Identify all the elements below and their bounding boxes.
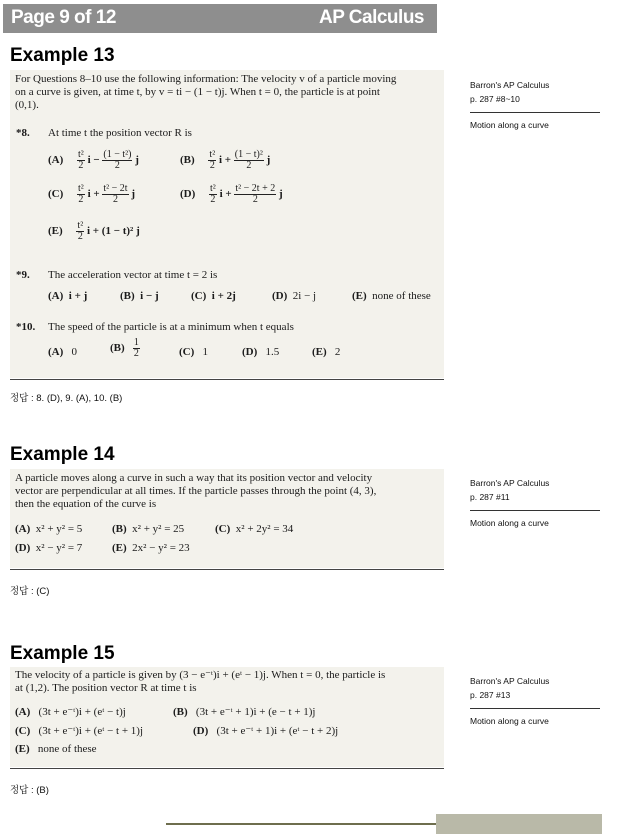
q9-option-e: (E) none of these <box>352 290 431 302</box>
page-header <box>3 4 437 33</box>
topic-label: Motion along a curve <box>470 120 549 130</box>
q9-option-c: (C) i + 2j <box>191 290 236 302</box>
q10-option-c: (C) 1 <box>179 346 209 358</box>
intro-line-3: (0,1). <box>15 99 39 111</box>
divider <box>470 112 600 113</box>
q9-option-d: (D) 2i − j <box>272 290 317 302</box>
q14-option-b: (B) x² + y² = 25 <box>112 523 185 535</box>
intro-line-3: then the equation of the curve is <box>15 498 157 510</box>
example-13-problem <box>10 70 444 378</box>
question-9-number: *9. <box>16 269 30 281</box>
source-page: p. 287 #8~10 <box>470 94 520 104</box>
divider <box>10 569 444 570</box>
q10-option-d: (D) 1.5 <box>242 346 280 358</box>
answer-14: 정답 : (C) <box>10 586 50 597</box>
q9-option-b: (B) i − j <box>120 290 159 302</box>
source-page: p. 287 #11 <box>470 492 510 502</box>
source-note-13 <box>470 78 600 132</box>
divider <box>470 708 600 709</box>
intro-line-1: For Questions 8–10 use the following information: The velocity v of a particle moving <box>15 73 397 85</box>
page-number: Page 9 of 12 <box>11 7 116 28</box>
question-9-text: The acceleration vector at time t = 2 is <box>48 269 218 281</box>
q15-option-a: (A) (3t + e⁻ᵗ)i + (eᵗ − t)j <box>15 706 126 718</box>
example-14-title: Example 14 <box>10 444 115 465</box>
q15-option-d: (D) (3t + e⁻ᵗ + 1)i + (eᵗ − t + 2)j <box>193 725 339 737</box>
document-title: AP Calculus <box>318 7 424 28</box>
example-14-problem <box>10 469 444 568</box>
topic-label: Motion along a curve <box>470 716 549 726</box>
q14-option-a: (A) x² + y² = 5 <box>15 523 83 535</box>
footer-bar <box>436 814 602 834</box>
divider <box>470 510 600 511</box>
source-book: Barron's AP Calculus <box>470 478 550 488</box>
q14-option-c: (C) x² + 2y² = 34 <box>215 523 294 535</box>
question-8-text: At time t the position vector R is <box>48 127 192 139</box>
answer-15: 정답 : (B) <box>10 785 49 796</box>
example-15-title: Example 15 <box>10 643 115 664</box>
q9-option-a: (A) i + j <box>48 290 88 302</box>
divider <box>10 379 444 380</box>
question-10-number: *10. <box>16 321 36 333</box>
q10-option-b: (B) $\frac{1}{2}$ <box>110 337 139 359</box>
q15-option-c: (C) (3t + e⁻ᵗ)i + (eᵗ − t + 1)j <box>15 725 144 737</box>
intro-line-2: vector are perpendicular at all times. If the particle passes through the point (4, 3), <box>15 485 377 497</box>
q8-option-d: (D) $\frac{\text{t²}}{2}$ i + $\frac{\text{t² − 2t + 2}}{2}$ j <box>180 183 283 205</box>
q10-option-e: (E) 2 <box>312 346 341 358</box>
q8-option-c: (C) $\frac{\text{t²}}{2}$ i + $\frac{\text{t² − 2t}}{2}$ j <box>48 183 136 205</box>
question-8-number: *8. <box>16 127 30 139</box>
q10-option-a: (A) 0 <box>48 346 78 358</box>
source-book: Barron's AP Calculus <box>470 80 550 90</box>
q14-option-d: (D) x² − y² = 7 <box>15 542 83 554</box>
topic-label: Motion along a curve <box>470 518 549 528</box>
intro-line-2: on a curve is given, at time t, by v = ti − (1 − t)j. When t = 0, the particle is at point <box>15 86 380 98</box>
source-note-15 <box>470 674 600 728</box>
divider <box>10 768 444 769</box>
source-book: Barron's AP Calculus <box>470 676 550 686</box>
answer-13: 정답 : 8. (D), 9. (A), 10. (B) <box>10 393 123 404</box>
example-13-title: Example 13 <box>10 45 115 66</box>
intro-line-1: The velocity of a particle is given by (3 − e⁻ᵗ)i + (eᵗ − 1)j. When t = 0, the particle is <box>15 669 386 681</box>
q8-option-a: (A) $\frac{\text{t²}}{2}$ i − $\frac{\text{(1 − t²)}}{2}$ j <box>48 149 139 171</box>
q8-option-b: (B) $\frac{\text{t²}}{2}$ i + $\frac{\text{(1 − t)²}}{2}$ j <box>180 149 271 171</box>
q15-option-e: (E) none of these <box>15 743 97 755</box>
example-15-problem <box>10 667 444 767</box>
question-10-text: The speed of the particle is at a minimum when t equals <box>48 321 294 333</box>
source-page: p. 287 #13 <box>470 690 511 700</box>
q8-option-e: (E) $\frac{\text{t²}}{2}$ i + (1 − t)² j <box>48 220 140 242</box>
intro-line-2: at (1,2). The position vector R at time t is <box>15 682 197 694</box>
q14-option-e: (E) 2x² − y² = 23 <box>112 542 190 554</box>
q15-option-b: (B) (3t + e⁻ᵗ + 1)i + (e − t + 1)j <box>173 706 316 718</box>
source-note-14 <box>470 476 600 530</box>
intro-line-1: A particle moves along a curve in such a way that its position vector and velocity <box>15 472 373 484</box>
